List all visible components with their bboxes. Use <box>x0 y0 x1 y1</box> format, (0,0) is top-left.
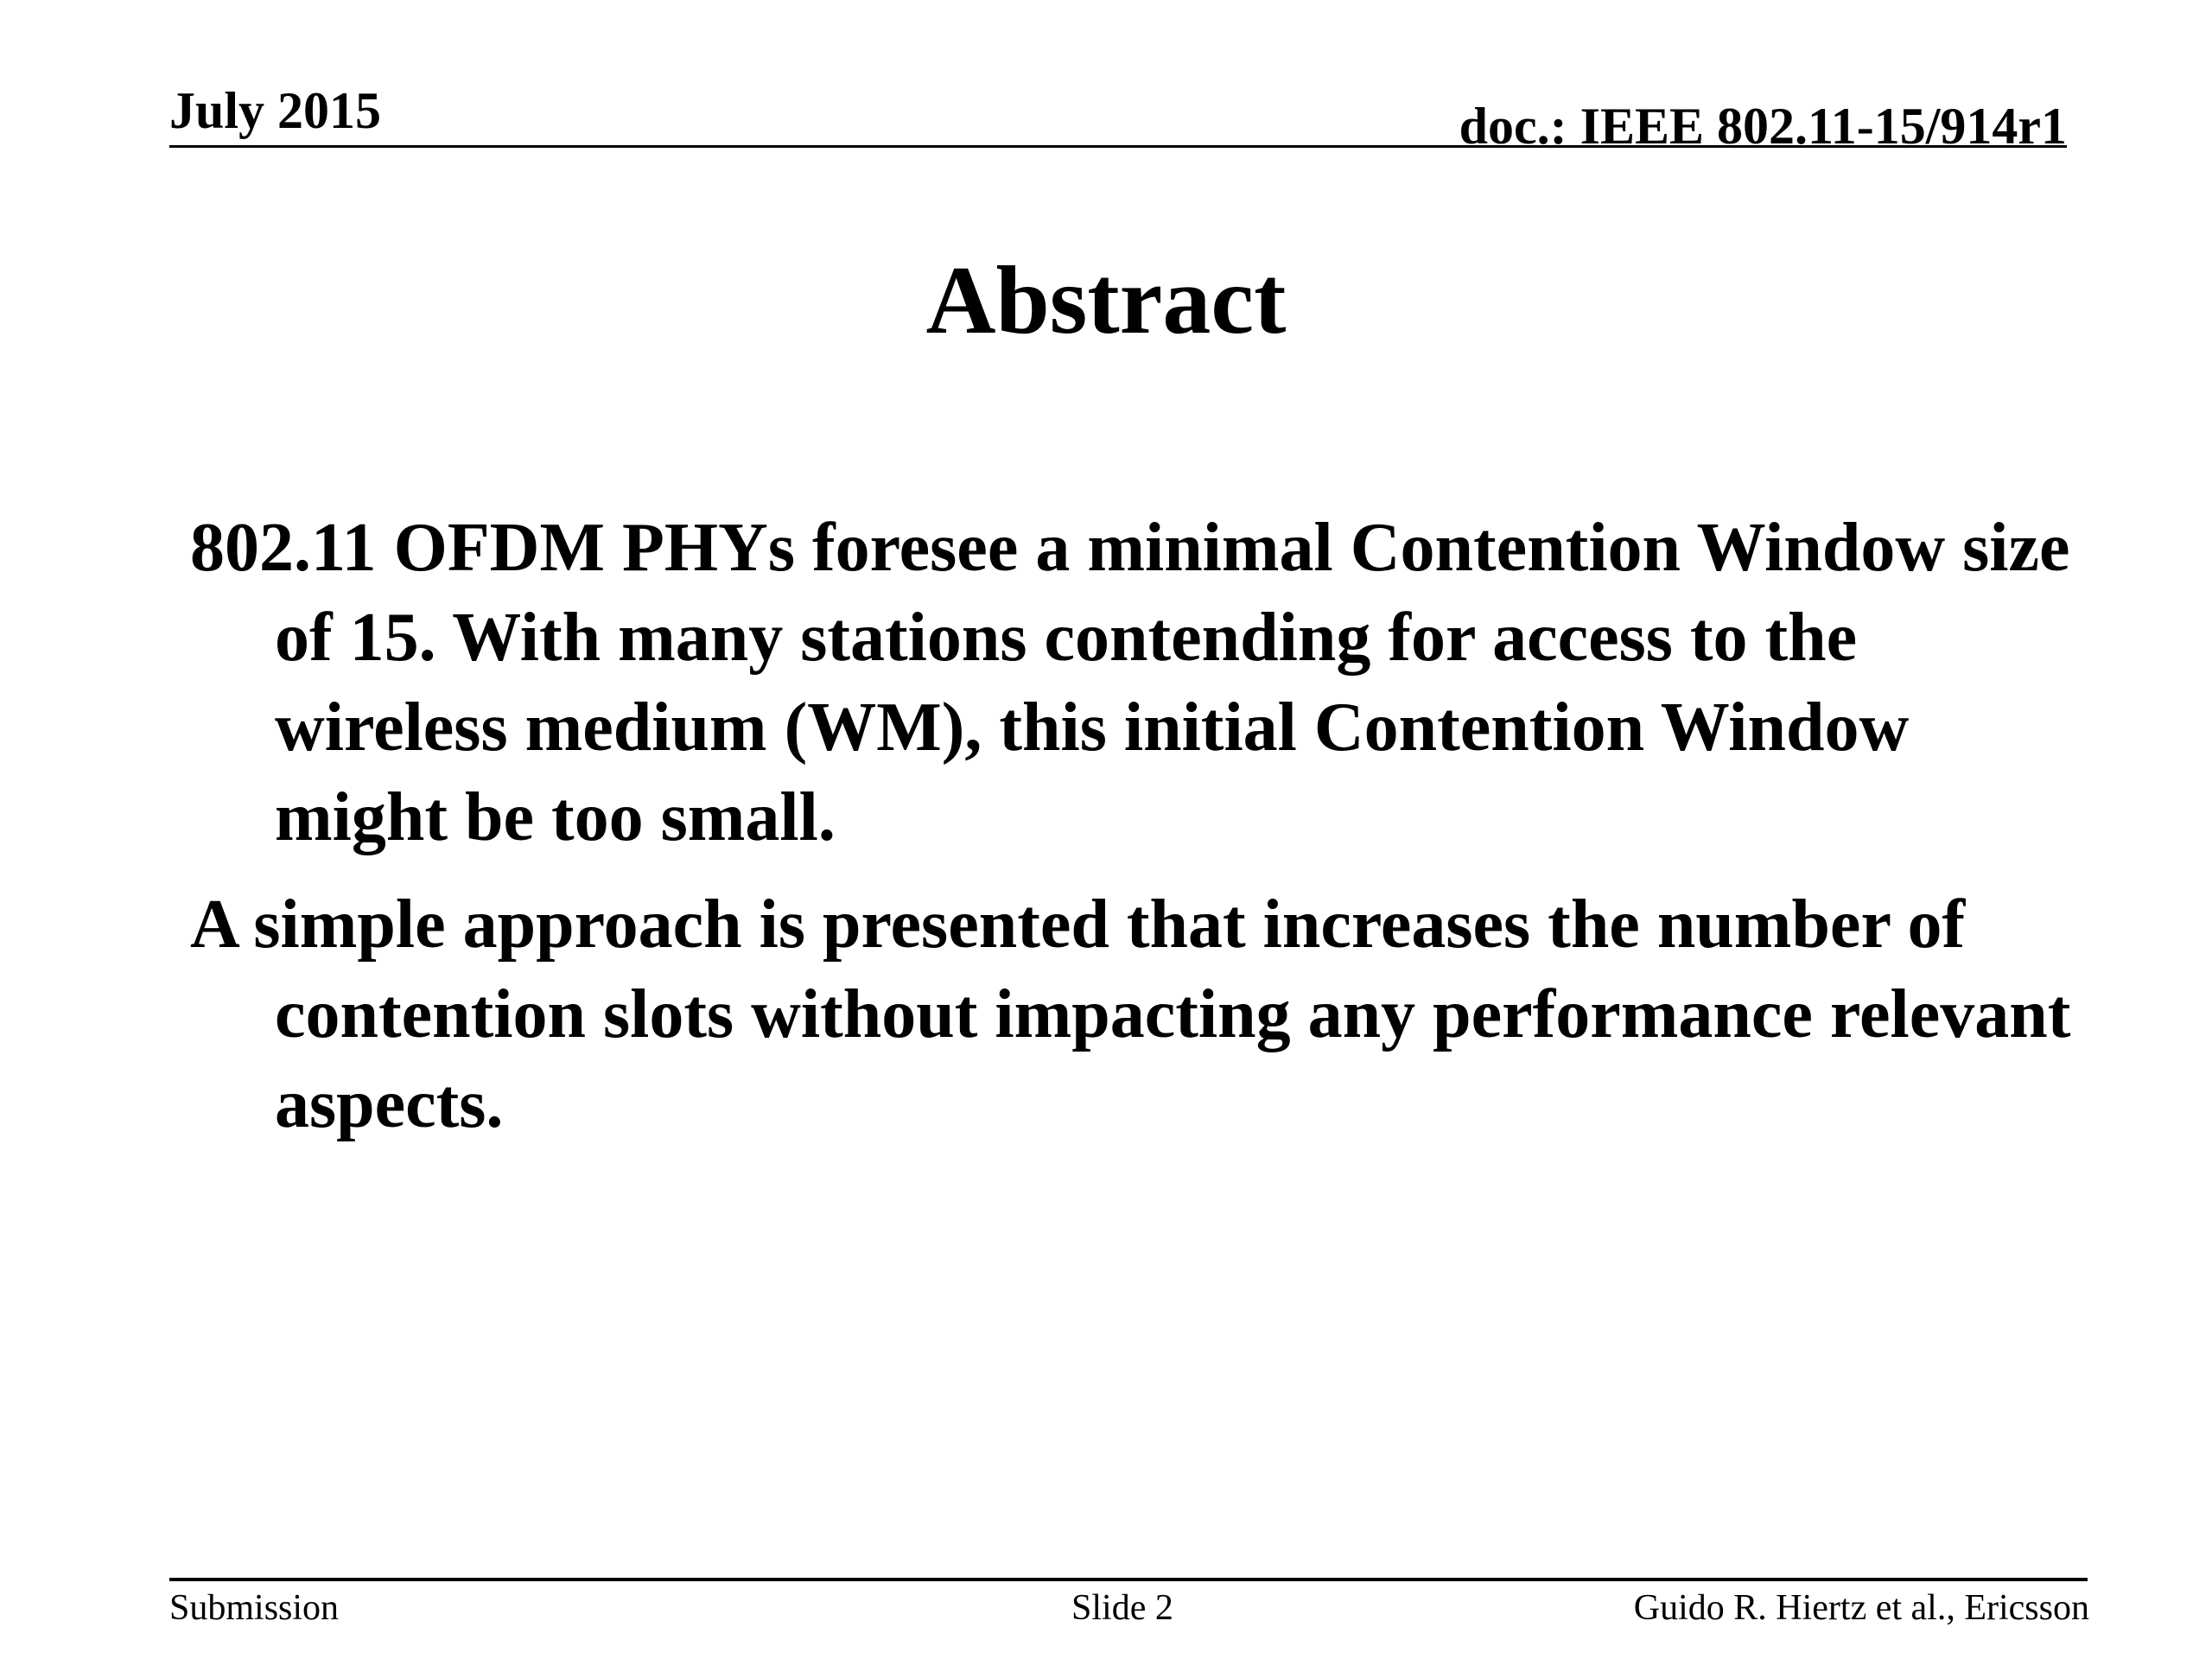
body-paragraph: 802.11 OFDM PHYs foresee a minimal Contention Window size of 15. With many stations contending for access to the wireless medium (WM), this initial Contention Window might be too small. <box>190 510 2070 855</box>
footer-submission: Submission <box>169 1588 340 1628</box>
footer-slide-number: Slide 2 <box>1071 1588 1173 1628</box>
footer-divider <box>169 1578 2088 1581</box>
slide-title: Abstract <box>925 247 1287 354</box>
body-text <box>190 503 2091 1166</box>
header-doc-id: doc.: IEEE 802.11-15/914r1 <box>1459 98 2067 155</box>
body-paragraph: A simple approach is presented that increases the number of contention slots without impacting any performance relevant aspects. <box>190 887 2071 1142</box>
header-date: July 2015 <box>169 82 382 139</box>
header-divider <box>169 145 2067 148</box>
footer-authors: Guido R. Hiertz et al., Ericsson <box>1633 1588 2089 1628</box>
